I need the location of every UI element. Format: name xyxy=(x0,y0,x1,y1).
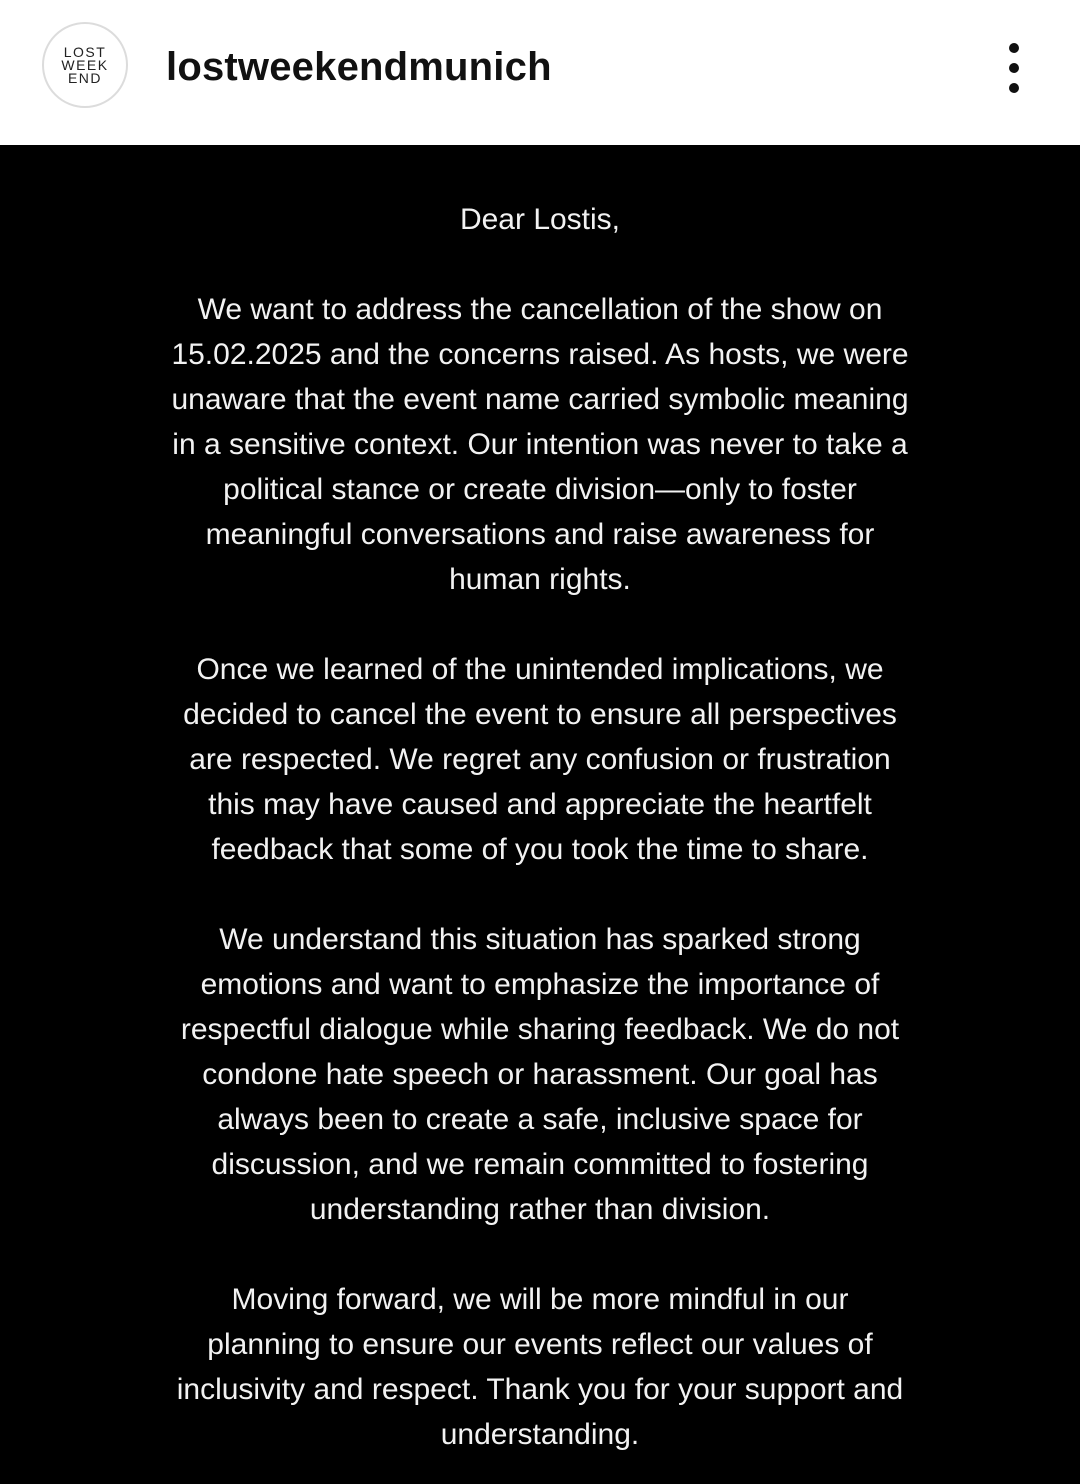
text-line: decided to cancel the event to ensure all perspectives xyxy=(183,698,897,731)
text-line: planning to ensure our events reflect our values of xyxy=(207,1328,873,1361)
more-options-icon[interactable] xyxy=(994,40,1034,96)
text-line: human rights. xyxy=(449,563,631,596)
avatar[interactable] xyxy=(42,22,128,108)
paragraph-2 xyxy=(100,647,980,872)
lost-weekend-logo xyxy=(61,43,109,86)
text-line: 15.02.2025 and the concerns raised. As hosts, we were xyxy=(171,338,909,371)
text-line: discussion, and we remain committed to fostering xyxy=(211,1148,869,1181)
paragraph-4 xyxy=(100,1277,980,1457)
text-line: inclusivity and respect. Thank you for your support and xyxy=(176,1373,904,1406)
text-line: understanding. xyxy=(440,1418,640,1451)
logo-line: END xyxy=(67,69,103,86)
text-line: feedback that some of you took the time to share. xyxy=(211,833,869,866)
text-line: this may have caused and appreciate the heartfelt xyxy=(208,788,872,821)
statement-letter xyxy=(100,197,980,1457)
text-line: always been to create a safe, inclusive space for xyxy=(217,1103,863,1136)
text-line: We want to address the cancellation of the show on xyxy=(197,293,883,326)
text-line: respectful dialogue while sharing feedback. We do not xyxy=(180,1013,900,1046)
text-line: Once we learned of the unintended implications, we xyxy=(196,653,884,686)
text-line: emotions and want to emphasize the importance of xyxy=(200,968,880,1001)
text-line: condone hate speech or harassment. Our goal has xyxy=(202,1058,878,1091)
logo-line: WEEK xyxy=(61,56,109,73)
logo-line: LOST xyxy=(63,43,107,60)
username-link[interactable]: lostweekendmunich xyxy=(166,45,552,89)
paragraph-1 xyxy=(100,287,980,602)
post-header xyxy=(0,0,1080,145)
text-line: political stance or create division—only to foster xyxy=(223,473,857,506)
greeting: Dear Lostis, xyxy=(459,203,621,236)
text-line: meaningful conversations and raise awareness for xyxy=(205,518,875,551)
paragraph-3 xyxy=(100,917,980,1232)
text-line: We understand this situation has sparked strong xyxy=(219,923,861,956)
post-image xyxy=(0,145,1080,1484)
text-line: are respected. We regret any confusion or frustration xyxy=(189,743,891,776)
text-line: Moving forward, we will be more mindful in our xyxy=(231,1283,849,1316)
text-line: unaware that the event name carried symbolic meaning xyxy=(171,383,909,416)
text-line: in a sensitive context. Our intention was never to take a xyxy=(172,428,908,461)
text-line: understanding rather than division. xyxy=(309,1193,771,1226)
